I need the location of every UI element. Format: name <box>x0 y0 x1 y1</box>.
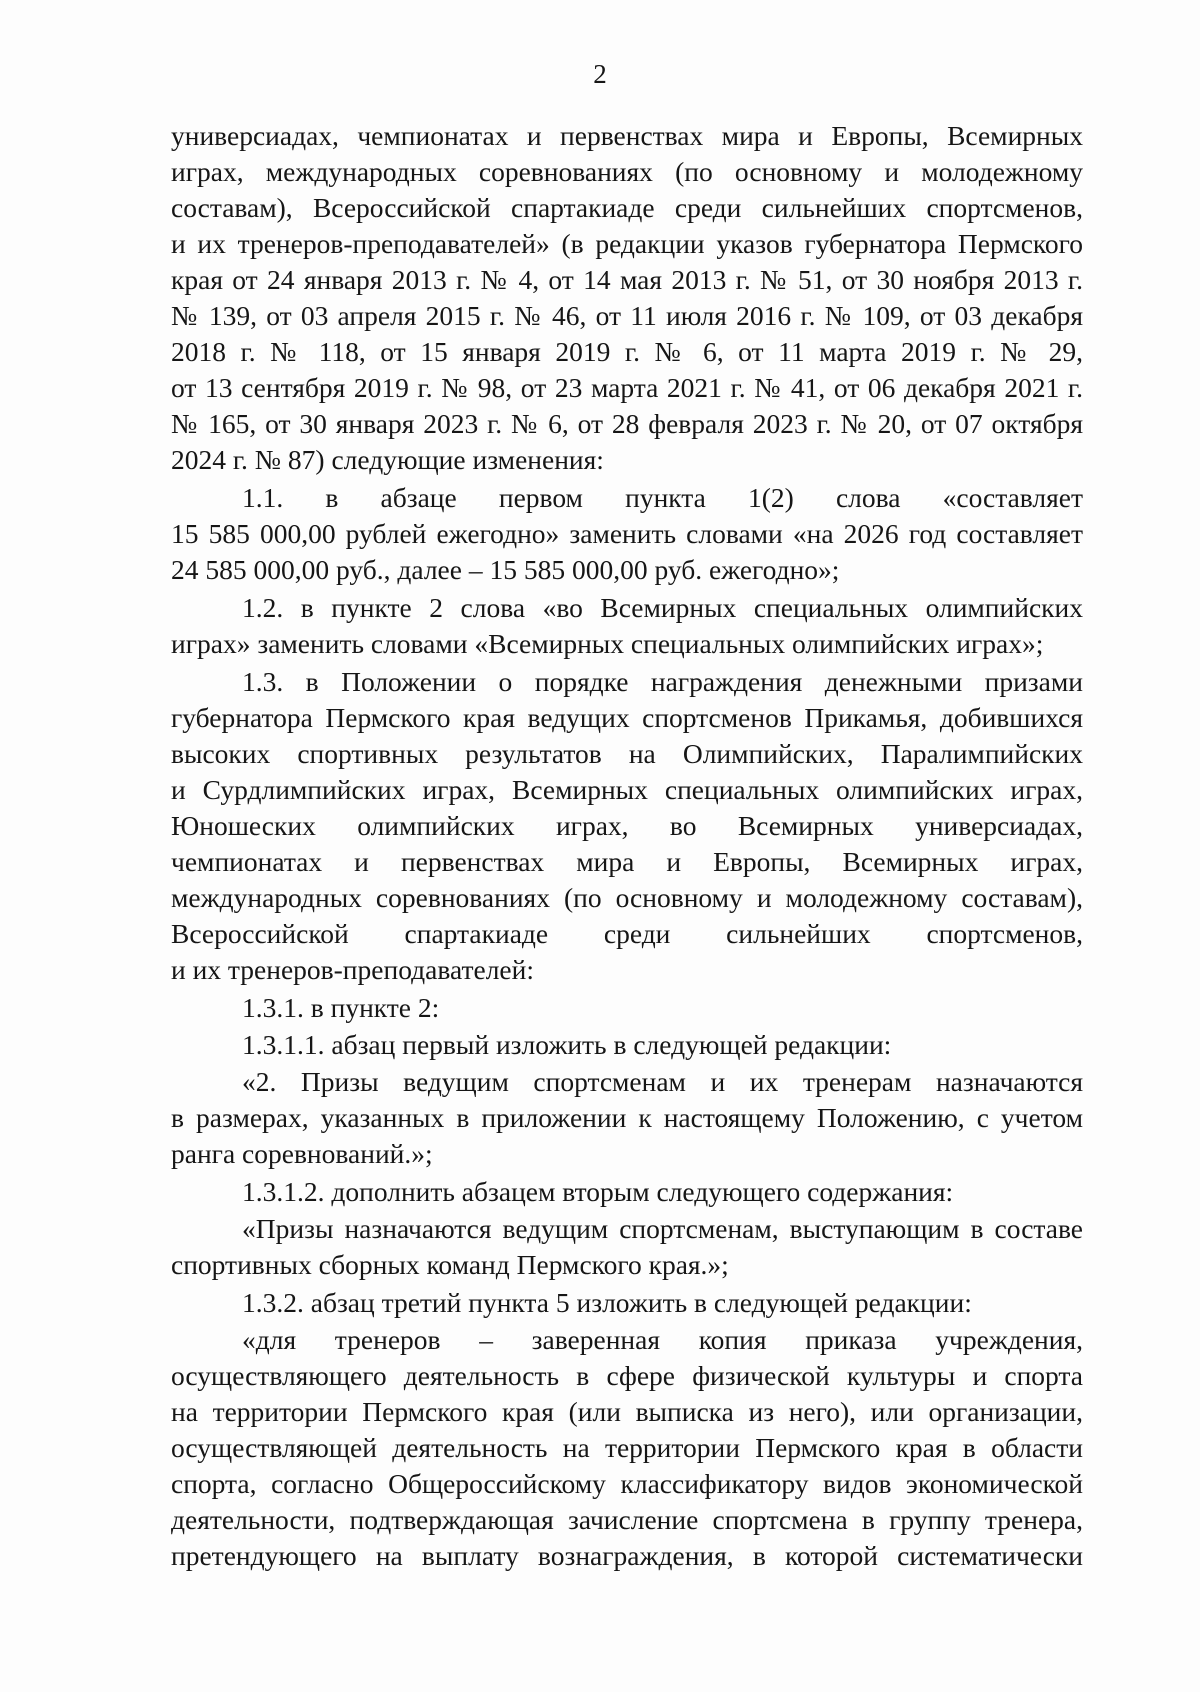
text-line: ранга соревнований.»; <box>171 1138 433 1169</box>
text-line: 1.3.1. в пункте 2: <box>242 992 440 1023</box>
text-line: высоких спортивных результатов на Олимпийских, Паралимпийских <box>171 738 1083 769</box>
text-line: спорта, согласно Общероссийскому классификатору видов экономической <box>171 1468 1083 1499</box>
text-line: 15 585 000,00 рублей ежегодно» заменить словами «на 2026 год составляет <box>171 518 1083 549</box>
text-line: Всероссийской спартакиаде среди сильнейших спортсменов, <box>171 918 1083 949</box>
text-line: играх» заменить словами «Всемирных специальных олимпийских играх»; <box>171 628 1044 659</box>
text-line: чемпионатах и первенствах мира и Европы, Всемирных играх, <box>171 846 1083 877</box>
text-line: 1.3.2. абзац третий пункта 5 изложить в следующей редакции: <box>242 1287 972 1318</box>
text-line: № 165, от 30 января 2023 г. № 6, от 28 февраля 2023 г. № 20, от 07 октября <box>171 408 1083 439</box>
text-line: спортивных сборных команд Пермского края.»; <box>171 1249 729 1280</box>
text-line: претендующего на выплату вознаграждения, в которой систематически <box>171 1540 1083 1571</box>
text-line: края от 24 января 2013 г. № 4, от 14 мая 2013 г. № 51, от 30 ноября 2013 г. <box>171 264 1083 295</box>
text-line: осуществляющей деятельность на территории Пермского края в области <box>171 1432 1083 1463</box>
text-line: губернатора Пермского края ведущих спортсменов Прикамья, добившихся <box>171 702 1083 733</box>
text-line: «2. Призы ведущим спортсменам и их тренерам назначаются <box>242 1066 1083 1097</box>
text-line: и Сурдлимпийских играх, Всемирных специальных олимпийских играх, <box>171 774 1083 805</box>
text-line: 1.3. в Положении о порядке награждения денежными призами <box>242 666 1083 697</box>
text-line: 1.3.1.1. абзац первый изложить в следующей редакции: <box>242 1029 892 1060</box>
text-line: и их тренеров-преподавателей» (в редакции указов губернатора Пермского <box>171 228 1083 259</box>
text-line: 2024 г. № 87) следующие изменения: <box>171 444 604 475</box>
text-line: 24 585 000,00 руб., далее – 15 585 000,00 руб. ежегодно»; <box>171 554 840 585</box>
text-line: 1.1. в абзаце первом пункта 1(2) слова «составляет <box>242 482 1083 513</box>
text-line: 1.3.1.2. дополнить абзацем вторым следующего содержания: <box>242 1176 954 1207</box>
text-line: осуществляющего деятельность в сфере физической культуры и спорта <box>171 1360 1083 1391</box>
text-line: играх, международных соревнованиях (по основному и молодежному <box>171 156 1083 187</box>
text-line: 2018 г. № 118, от 15 января 2019 г. № 6, от 11 марта 2019 г. № 29, <box>171 336 1083 367</box>
text-line: от 13 сентября 2019 г. № 98, от 23 марта 2021 г. № 41, от 06 декабря 2021 г. <box>171 372 1083 403</box>
page-number: 2 <box>593 59 607 89</box>
text-line: 1.2. в пункте 2 слова «во Всемирных специальных олимпийских <box>242 592 1083 623</box>
text-line: в размерах, указанных в приложении к настоящему Положению, с учетом <box>171 1102 1083 1133</box>
text-line: «для тренеров – заверенная копия приказа учреждения, <box>242 1324 1083 1355</box>
text-line: составам), Всероссийской спартакиаде среди сильнейших спортсменов, <box>171 192 1083 223</box>
text-line: деятельности, подтверждающая зачисление спортсмена в группу тренера, <box>171 1504 1083 1535</box>
text-line: и их тренеров-преподавателей: <box>171 954 534 985</box>
text-line: «Призы назначаются ведущим спортсменам, выступающим в составе <box>242 1213 1083 1244</box>
text-line: Юношеских олимпийских играх, во Всемирных универсиадах, <box>171 810 1083 841</box>
text-line: международных соревнованиях (по основному и молодежному составам), <box>171 882 1083 913</box>
text-line: на территории Пермского края (или выписка из него), или организации, <box>171 1396 1083 1427</box>
text-line: № 139, от 03 апреля 2015 г. № 46, от 11 июля 2016 г. № 109, от 03 декабря <box>171 300 1083 331</box>
text-line: универсиадах, чемпионатах и первенствах мира и Европы, Всемирных <box>171 120 1083 151</box>
